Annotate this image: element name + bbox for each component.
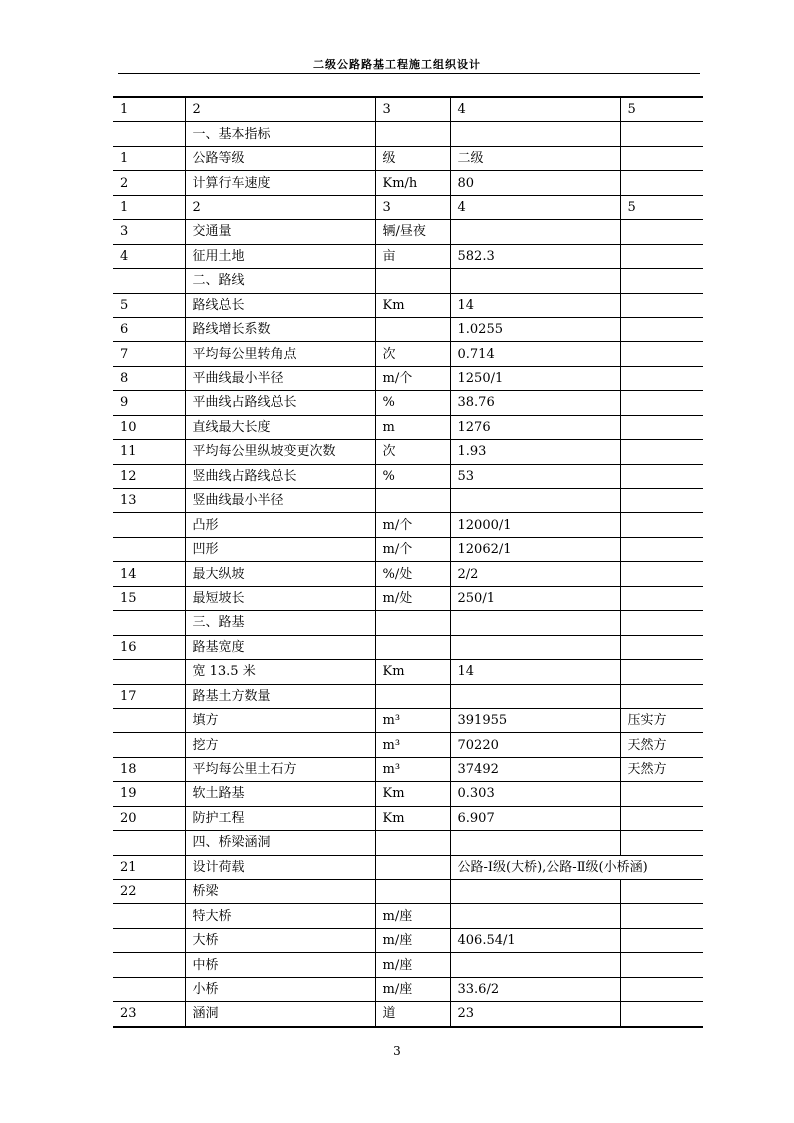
table-cell: 挖方 (185, 733, 375, 757)
table-cell: 4 (113, 244, 185, 268)
table-cell: 计算行车速度 (185, 171, 375, 195)
table-cell: 14 (113, 562, 185, 586)
table-cell (375, 611, 450, 635)
table-cell: 391955 (450, 708, 620, 732)
table-cell (450, 269, 620, 293)
table-row (113, 977, 703, 1001)
table-cell: Km (375, 806, 450, 830)
document-header-title: 二级公路路基工程施工组织设计 (313, 58, 481, 71)
table-cell: 17 (113, 684, 185, 708)
table-cell: 6 (113, 317, 185, 341)
table-cell (620, 513, 703, 537)
table-cell: m/处 (375, 586, 450, 610)
table-cell: 路基土方数量 (185, 684, 375, 708)
table-cell: 平均每公里转角点 (185, 342, 375, 366)
table-cell: 涵洞 (185, 1002, 375, 1027)
table-cell (620, 537, 703, 561)
page-number: 3 (393, 1044, 401, 1058)
table-cell: 平均每公里纵坡变更次数 (185, 440, 375, 464)
table-cell: 18 (113, 757, 185, 781)
table-row (113, 146, 703, 170)
table-cell: 14 (450, 660, 620, 684)
table-cell: 0.303 (450, 782, 620, 806)
table-cell: 平曲线占路线总长 (185, 391, 375, 415)
table-cell: m/座 (375, 904, 450, 928)
table-cell: 竖曲线最小半径 (185, 489, 375, 513)
table-cell: 特大桥 (185, 904, 375, 928)
table-row (113, 317, 703, 341)
table-cell: 19 (113, 782, 185, 806)
table-cell: 小桥 (185, 977, 375, 1001)
table-cell: m/座 (375, 953, 450, 977)
table-cell: 4 (450, 97, 620, 122)
table-cell (620, 317, 703, 341)
table-cell: 1250/1 (450, 366, 620, 390)
table-cell: 二级 (450, 146, 620, 170)
table-cell: 桥梁 (185, 880, 375, 904)
table-row (113, 953, 703, 977)
table-row (113, 562, 703, 586)
table-cell: 天然方 (627, 737, 667, 753)
table-cell (113, 708, 185, 732)
table-cell: 路基宽度 (185, 635, 375, 659)
table-cell: m/座 (375, 928, 450, 952)
table-cell: 10 (113, 415, 185, 439)
table-row (113, 928, 703, 952)
table-cell (620, 831, 703, 855)
table-cell (620, 684, 703, 708)
table-cell (620, 904, 703, 928)
table-row (113, 782, 703, 806)
table-row (113, 464, 703, 488)
table-cell: 次 (375, 342, 450, 366)
table-cell (113, 660, 185, 684)
table-cell: 辆/昼夜 (375, 220, 450, 244)
table-cell: Km/h (375, 171, 450, 195)
table-cell: 80 (450, 171, 620, 195)
table-cell: 中桥 (185, 953, 375, 977)
table-cell (450, 831, 620, 855)
table-cell: 防护工程 (185, 806, 375, 830)
table-row (113, 171, 703, 195)
table-row (113, 195, 703, 219)
table-cell: 53 (450, 464, 620, 488)
table-cell: 亩 (375, 244, 450, 268)
table-cell: 2 (185, 97, 375, 122)
table-cell: % (375, 464, 450, 488)
table-cell: 交通量 (185, 220, 375, 244)
table-cell: m³ (375, 757, 450, 781)
table-cell (620, 953, 703, 977)
table-cell: 凸形 (185, 513, 375, 537)
table-cell: %/处 (375, 562, 450, 586)
table-cell (620, 293, 703, 317)
table-row (113, 122, 703, 146)
table-cell: 设计荷载 (185, 855, 375, 879)
table-cell: 最大纵坡 (185, 562, 375, 586)
table-cell (113, 904, 185, 928)
table-cell: 37492 (450, 757, 620, 781)
table-row (113, 513, 703, 537)
table-cell (620, 562, 703, 586)
table-row (113, 1002, 703, 1027)
table-row (113, 440, 703, 464)
table-row (113, 244, 703, 268)
table-cell (620, 880, 703, 904)
table-cell (113, 953, 185, 977)
table-row (113, 635, 703, 659)
table-cell: 21 (113, 855, 185, 879)
table-cell: 1 (113, 146, 185, 170)
table-cell: 2/2 (450, 562, 620, 586)
table-cell: 12 (113, 464, 185, 488)
table-cell: 凹形 (185, 537, 375, 561)
table-cell: 1.93 (450, 440, 620, 464)
table-cell: Km (375, 660, 450, 684)
table-cell (620, 464, 703, 488)
table-row (113, 366, 703, 390)
table-cell: 14 (450, 293, 620, 317)
table-cell (375, 489, 450, 513)
table-cell: m/个 (375, 366, 450, 390)
table-cell: 406.54/1 (450, 928, 620, 952)
table-cell: 四、桥梁涵洞 (185, 831, 375, 855)
table-row (113, 708, 703, 732)
table-cell (375, 831, 450, 855)
table-cell (375, 880, 450, 904)
table-cell: m³ (375, 708, 450, 732)
table-cell: 23 (113, 1002, 185, 1027)
table-cell: 6.907 (450, 806, 620, 830)
table-row (113, 880, 703, 904)
table-cell: 15 (113, 586, 185, 610)
table-cell: Km (375, 293, 450, 317)
table-cell: 250/1 (450, 586, 620, 610)
table-cell (450, 904, 620, 928)
table-cell (375, 317, 450, 341)
table-cell (450, 611, 620, 635)
table-cell: 2 (185, 195, 375, 219)
table-cell: 8 (113, 366, 185, 390)
table-cell: 公路-Ⅰ级(大桥),公路-Ⅱ级(小桥涵) (457, 859, 648, 875)
table-row (113, 269, 703, 293)
table-cell (620, 146, 703, 170)
table-cell (620, 586, 703, 610)
table-cell (620, 171, 703, 195)
table-cell: 11 (113, 440, 185, 464)
table-cell: m (375, 415, 450, 439)
table-cell (620, 391, 703, 415)
table-cell: 大桥 (185, 928, 375, 952)
table-cell: 22 (113, 880, 185, 904)
table-cell: m/个 (375, 513, 450, 537)
table-cell: 最短坡长 (185, 586, 375, 610)
table-cell: 竖曲线占路线总长 (185, 464, 375, 488)
table-row (113, 904, 703, 928)
table-cell: m/座 (375, 977, 450, 1001)
table-cell (620, 122, 703, 146)
table-cell: m/个 (375, 537, 450, 561)
spec-table (113, 96, 703, 1028)
table-cell (113, 513, 185, 537)
table-cell: 级 (375, 146, 450, 170)
table-cell (375, 855, 450, 879)
table-cell: Km (375, 782, 450, 806)
table-cell (620, 928, 703, 952)
table-cell: 一、基本指标 (185, 122, 375, 146)
table-row (113, 757, 703, 781)
table-cell (620, 611, 703, 635)
table-row (113, 733, 703, 757)
table-cell (113, 122, 185, 146)
table-cell: 平均每公里土石方 (185, 757, 375, 781)
table-cell: 填方 (185, 708, 375, 732)
table-row (113, 684, 703, 708)
table-cell: 天然方 (627, 762, 667, 778)
table-cell: 5 (627, 199, 636, 215)
table-row (113, 855, 703, 879)
table-cell: 33.6/2 (450, 977, 620, 1001)
table-cell: 20 (113, 806, 185, 830)
table-cell (620, 489, 703, 513)
table-cell (450, 684, 620, 708)
table-cell (620, 660, 703, 684)
table-cell: 1276 (450, 415, 620, 439)
table-cell: 软土路基 (185, 782, 375, 806)
table-cell: 次 (375, 440, 450, 464)
table-cell (113, 733, 185, 757)
table-cell: 压实方 (627, 713, 667, 729)
table-cell: 2 (113, 171, 185, 195)
table-cell (450, 953, 620, 977)
table-row (113, 586, 703, 610)
table-cell (113, 831, 185, 855)
table-row (113, 342, 703, 366)
table-cell: m³ (375, 733, 450, 757)
table-cell: 1 (113, 97, 185, 122)
table-cell: 3 (375, 195, 450, 219)
table-cell: 路线增长系数 (185, 317, 375, 341)
table-cell: 二、路线 (185, 269, 375, 293)
table-row (113, 220, 703, 244)
table-cell (450, 122, 620, 146)
table-cell: 7 (113, 342, 185, 366)
table-row (113, 831, 703, 855)
table-cell: 宽 13.5 米 (185, 660, 375, 684)
table-cell: 路线总长 (185, 293, 375, 317)
table-cell: 582.3 (450, 244, 620, 268)
table-cell (113, 537, 185, 561)
table-cell (113, 977, 185, 1001)
table-cell: 4 (450, 195, 620, 219)
table-cell (375, 684, 450, 708)
table-cell: 三、路基 (185, 611, 375, 635)
table-cell: 9 (113, 391, 185, 415)
table-cell: 1 (113, 195, 185, 219)
table-cell (620, 244, 703, 268)
table-cell: 公路等级 (185, 146, 375, 170)
table-row (113, 611, 703, 635)
table-row (113, 537, 703, 561)
table-cell (620, 440, 703, 464)
table-cell (450, 880, 620, 904)
table-cell: 12062/1 (450, 537, 620, 561)
table-cell (450, 635, 620, 659)
table-cell: 5 (627, 102, 636, 118)
table-cell (113, 928, 185, 952)
table-cell: 平曲线最小半径 (185, 366, 375, 390)
spec-table-body (113, 97, 703, 1027)
table-cell (375, 269, 450, 293)
table-cell (620, 635, 703, 659)
table-cell (620, 220, 703, 244)
table-cell: 3 (375, 97, 450, 122)
table-cell (375, 122, 450, 146)
table-cell: 征用土地 (185, 244, 375, 268)
table-cell (113, 611, 185, 635)
table-row (113, 489, 703, 513)
table-row (113, 97, 703, 122)
table-cell (450, 220, 620, 244)
table-cell (620, 366, 703, 390)
table-cell (620, 415, 703, 439)
table-cell (113, 269, 185, 293)
table-cell (620, 342, 703, 366)
table-cell: 23 (450, 1002, 620, 1027)
table-cell: 70220 (450, 733, 620, 757)
table-cell (620, 806, 703, 830)
table-cell: 38.76 (450, 391, 620, 415)
table-row (113, 391, 703, 415)
table-cell: 16 (113, 635, 185, 659)
table-cell: 0.714 (450, 342, 620, 366)
table-row (113, 293, 703, 317)
table-cell: % (375, 391, 450, 415)
table-row (113, 415, 703, 439)
header-rule (118, 73, 700, 74)
table-row (113, 660, 703, 684)
table-cell: 直线最大长度 (185, 415, 375, 439)
table-cell (375, 635, 450, 659)
table-cell: 13 (113, 489, 185, 513)
table-cell: 3 (113, 220, 185, 244)
table-cell (620, 977, 703, 1001)
table-cell (450, 489, 620, 513)
table-cell: 1.0255 (450, 317, 620, 341)
table-cell: 5 (113, 293, 185, 317)
table-cell: 12000/1 (450, 513, 620, 537)
table-row (113, 806, 703, 830)
table-cell (620, 782, 703, 806)
table-cell: 道 (375, 1002, 450, 1027)
table-cell (620, 269, 703, 293)
table-cell (620, 1002, 703, 1027)
